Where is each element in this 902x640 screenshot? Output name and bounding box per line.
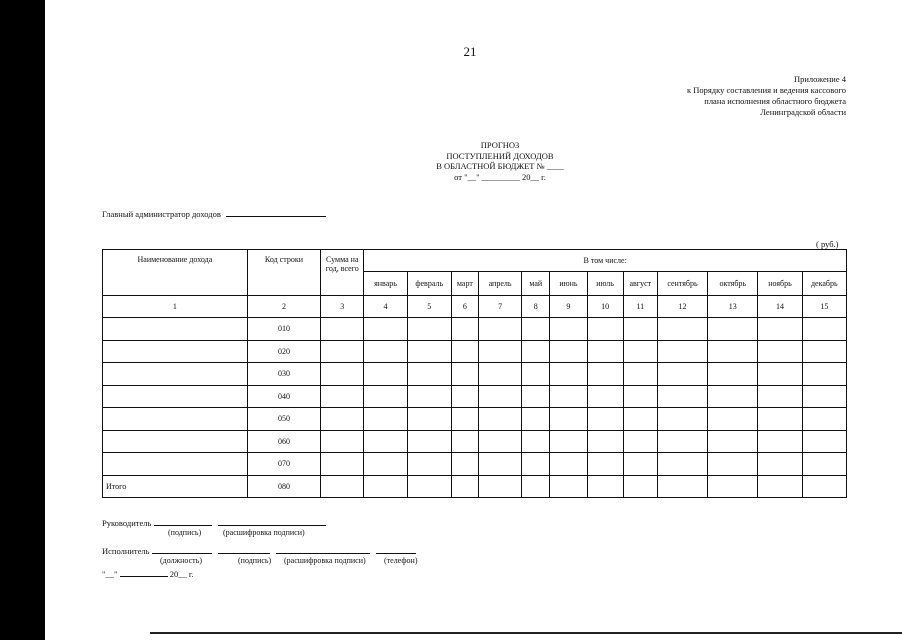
row-code-cell: 010 <box>247 318 320 341</box>
column-number: 15 <box>802 296 846 318</box>
month-value-cell[interactable] <box>522 475 550 498</box>
annual-sum-cell[interactable] <box>321 318 364 341</box>
month-value-cell[interactable] <box>758 475 802 498</box>
income-name-cell[interactable] <box>103 408 248 431</box>
month-value-cell[interactable] <box>451 385 478 408</box>
month-value-cell[interactable] <box>550 408 587 431</box>
month-value-cell[interactable] <box>802 408 846 431</box>
column-number: 2 <box>247 296 320 318</box>
month-value-cell[interactable] <box>587 385 623 408</box>
annual-sum-cell[interactable] <box>321 453 364 476</box>
head-decode-caption: (расшифровка подписи) <box>223 528 305 537</box>
month-value-cell[interactable] <box>550 475 587 498</box>
admin-blank[interactable] <box>226 208 326 217</box>
head-label: Руководитель <box>102 518 152 528</box>
exec-label: Исполнитель <box>102 546 150 556</box>
exec-phone-caption: (телефон) <box>384 556 418 565</box>
annual-sum-cell[interactable] <box>321 385 364 408</box>
month-value-cell[interactable] <box>657 340 707 363</box>
month-value-cell[interactable] <box>478 363 521 386</box>
month-value-cell[interactable] <box>451 318 478 341</box>
month-header: декабрь <box>802 272 846 296</box>
month-value-cell[interactable] <box>708 430 758 453</box>
month-value-cell[interactable] <box>623 408 657 431</box>
month-value-cell[interactable] <box>364 363 407 386</box>
month-value-cell[interactable] <box>708 318 758 341</box>
title-line: В ОБЛАСТНОЙ БЮДЖЕТ № ____ <box>436 161 564 171</box>
month-value-cell[interactable] <box>478 430 521 453</box>
month-value-cell[interactable] <box>522 453 550 476</box>
month-value-cell[interactable] <box>758 363 802 386</box>
month-value-cell[interactable] <box>708 453 758 476</box>
column-number: 10 <box>587 296 623 318</box>
month-value-cell[interactable] <box>550 430 587 453</box>
month-value-cell[interactable] <box>623 318 657 341</box>
annual-sum-cell[interactable] <box>321 475 364 498</box>
header-code: Код строки <box>247 250 320 296</box>
month-value-cell[interactable] <box>802 363 846 386</box>
document-title <box>380 140 620 182</box>
column-number: 5 <box>407 296 451 318</box>
month-value-cell[interactable] <box>478 385 521 408</box>
row-code-cell: 070 <box>247 453 320 476</box>
month-header: февраль <box>407 272 451 296</box>
month-header: июль <box>587 272 623 296</box>
month-value-cell[interactable] <box>407 363 451 386</box>
month-value-cell[interactable] <box>478 318 521 341</box>
month-value-cell[interactable] <box>623 340 657 363</box>
month-value-cell[interactable] <box>657 475 707 498</box>
month-value-cell[interactable] <box>407 453 451 476</box>
month-value-cell[interactable] <box>587 453 623 476</box>
month-value-cell[interactable] <box>657 408 707 431</box>
month-value-cell[interactable] <box>657 453 707 476</box>
month-header: март <box>451 272 478 296</box>
exec-position-line[interactable] <box>152 545 212 554</box>
month-value-cell[interactable] <box>451 430 478 453</box>
month-value-cell[interactable] <box>758 340 802 363</box>
month-value-cell[interactable] <box>623 363 657 386</box>
month-header: апрель <box>478 272 521 296</box>
month-value-cell[interactable] <box>657 318 707 341</box>
header-including: В том числе: <box>364 250 847 272</box>
month-value-cell[interactable] <box>587 340 623 363</box>
month-value-cell[interactable] <box>407 408 451 431</box>
month-value-cell[interactable] <box>478 408 521 431</box>
table-row <box>103 475 847 498</box>
exec-sign-caption: (подпись) <box>238 556 272 565</box>
head-decode-line[interactable] <box>218 517 326 526</box>
month-value-cell[interactable] <box>708 408 758 431</box>
head-sign-caption: (подпись) <box>168 528 202 537</box>
row-code-cell: 060 <box>247 430 320 453</box>
scan-edge <box>0 0 45 640</box>
annual-sum-cell[interactable] <box>321 408 364 431</box>
exec-phone-line[interactable] <box>376 545 416 554</box>
month-header: октябрь <box>708 272 758 296</box>
head-sign-line[interactable] <box>154 517 212 526</box>
month-value-cell[interactable] <box>708 475 758 498</box>
month-value-cell[interactable] <box>364 340 407 363</box>
column-number: 8 <box>522 296 550 318</box>
column-number: 7 <box>478 296 521 318</box>
month-value-cell[interactable] <box>623 385 657 408</box>
date-day: "__" <box>102 569 118 579</box>
exec-decode-line[interactable] <box>276 545 370 554</box>
month-value-cell[interactable] <box>802 318 846 341</box>
month-value-cell[interactable] <box>364 453 407 476</box>
forecast-table <box>102 249 847 498</box>
month-value-cell[interactable] <box>522 408 550 431</box>
month-value-cell[interactable] <box>623 475 657 498</box>
month-value-cell[interactable] <box>364 475 407 498</box>
exec-position-caption: (должность) <box>160 556 202 565</box>
appendix-line: к Порядку составления и ведения кассового <box>687 85 846 95</box>
month-value-cell[interactable] <box>522 385 550 408</box>
column-number: 11 <box>623 296 657 318</box>
month-value-cell[interactable] <box>657 363 707 386</box>
month-value-cell[interactable] <box>708 385 758 408</box>
column-number: 13 <box>708 296 758 318</box>
appendix-line: Приложение 4 <box>794 74 846 84</box>
income-name-cell[interactable] <box>103 453 248 476</box>
header-sum: Сумма на год, всего <box>321 250 364 296</box>
month-value-cell[interactable] <box>587 363 623 386</box>
month-value-cell[interactable] <box>587 408 623 431</box>
month-value-cell[interactable] <box>407 340 451 363</box>
month-header: август <box>623 272 657 296</box>
month-header: ноябрь <box>758 272 802 296</box>
month-value-cell[interactable] <box>550 318 587 341</box>
row-code-cell: 050 <box>247 408 320 431</box>
table-row <box>103 318 847 341</box>
row-code-cell: 080 <box>247 475 320 498</box>
admin-field <box>102 208 326 219</box>
month-value-cell[interactable] <box>587 475 623 498</box>
column-number: 6 <box>451 296 478 318</box>
month-value-cell[interactable] <box>407 385 451 408</box>
month-value-cell[interactable] <box>550 453 587 476</box>
month-value-cell[interactable] <box>478 453 521 476</box>
column-number: 4 <box>364 296 407 318</box>
month-value-cell[interactable] <box>407 430 451 453</box>
month-value-cell[interactable] <box>802 385 846 408</box>
month-value-cell[interactable] <box>364 318 407 341</box>
exec-sign-line[interactable] <box>218 545 270 554</box>
month-value-cell[interactable] <box>550 363 587 386</box>
annual-sum-cell[interactable] <box>321 363 364 386</box>
month-value-cell[interactable] <box>802 453 846 476</box>
month-value-cell[interactable] <box>522 363 550 386</box>
month-value-cell[interactable] <box>364 408 407 431</box>
table-row <box>103 408 847 431</box>
month-value-cell[interactable] <box>522 318 550 341</box>
table-row <box>103 363 847 386</box>
income-name-cell[interactable]: Итого <box>103 475 248 498</box>
annual-sum-cell[interactable] <box>321 430 364 453</box>
income-name-cell[interactable] <box>103 363 248 386</box>
page-number: 21 <box>463 44 477 59</box>
month-value-cell[interactable] <box>657 385 707 408</box>
title-line: ПОСТУПЛЕНИЙ ДОХОДОВ <box>446 150 554 161</box>
exec-decode-caption: (расшифровка подписи) <box>284 556 366 565</box>
appendix-line: плана исполнения областного бюджета <box>704 96 846 106</box>
appendix-line: Ленинградской области <box>760 107 846 117</box>
admin-label: Главный администратор доходов <box>102 209 221 219</box>
bottom-scan-line <box>150 632 902 634</box>
head-signature <box>102 517 326 528</box>
month-value-cell[interactable] <box>451 340 478 363</box>
month-value-cell[interactable] <box>451 453 478 476</box>
month-value-cell[interactable] <box>758 408 802 431</box>
month-value-cell[interactable] <box>708 340 758 363</box>
table-row <box>103 385 847 408</box>
month-value-cell[interactable] <box>623 430 657 453</box>
month-header: сентябрь <box>657 272 707 296</box>
month-value-cell[interactable] <box>451 408 478 431</box>
income-name-cell[interactable] <box>103 430 248 453</box>
row-code-cell: 020 <box>247 340 320 363</box>
month-value-cell[interactable] <box>451 475 478 498</box>
income-name-cell[interactable] <box>103 340 248 363</box>
column-number: 1 <box>103 296 248 318</box>
row-code-cell: 040 <box>247 385 320 408</box>
appendix-note <box>586 74 846 118</box>
month-value-cell[interactable] <box>522 340 550 363</box>
month-value-cell[interactable] <box>802 475 846 498</box>
income-name-cell[interactable] <box>103 385 248 408</box>
month-value-cell[interactable] <box>522 430 550 453</box>
header-name: Наименование дохода <box>103 250 248 296</box>
month-value-cell[interactable] <box>550 385 587 408</box>
month-value-cell[interactable] <box>364 385 407 408</box>
table-row <box>103 453 847 476</box>
month-value-cell[interactable] <box>364 430 407 453</box>
month-value-cell[interactable] <box>657 430 707 453</box>
income-name-cell[interactable] <box>103 318 248 341</box>
month-value-cell[interactable] <box>550 340 587 363</box>
month-value-cell[interactable] <box>478 475 521 498</box>
unit-label: ( руб.) <box>816 239 839 249</box>
month-value-cell[interactable] <box>587 318 623 341</box>
month-header: январь <box>364 272 407 296</box>
month-value-cell[interactable] <box>478 340 521 363</box>
column-number: 9 <box>550 296 587 318</box>
month-value-cell[interactable] <box>758 430 802 453</box>
annual-sum-cell[interactable] <box>321 340 364 363</box>
month-value-cell[interactable] <box>407 318 451 341</box>
month-value-cell[interactable] <box>623 453 657 476</box>
month-value-cell[interactable] <box>758 385 802 408</box>
column-number: 12 <box>657 296 707 318</box>
date-month-line[interactable] <box>120 568 168 577</box>
month-value-cell[interactable] <box>708 363 758 386</box>
date-year: 20__ г. <box>169 569 194 579</box>
table-row <box>103 340 847 363</box>
title-line: от "__" _________ 20__ г. <box>454 171 546 182</box>
exec-signature <box>102 545 416 556</box>
row-code-cell: 030 <box>247 363 320 386</box>
column-number: 3 <box>321 296 364 318</box>
month-value-cell[interactable] <box>451 363 478 386</box>
month-value-cell[interactable] <box>802 340 846 363</box>
date-line <box>102 568 193 579</box>
month-header: июнь <box>550 272 587 296</box>
month-value-cell[interactable] <box>587 430 623 453</box>
table-row <box>103 430 847 453</box>
month-value-cell[interactable] <box>758 318 802 341</box>
title-line: ПРОГНОЗ <box>480 140 520 150</box>
month-value-cell[interactable] <box>407 475 451 498</box>
month-value-cell[interactable] <box>802 430 846 453</box>
month-header: май <box>522 272 550 296</box>
month-value-cell[interactable] <box>758 453 802 476</box>
column-number: 14 <box>758 296 802 318</box>
